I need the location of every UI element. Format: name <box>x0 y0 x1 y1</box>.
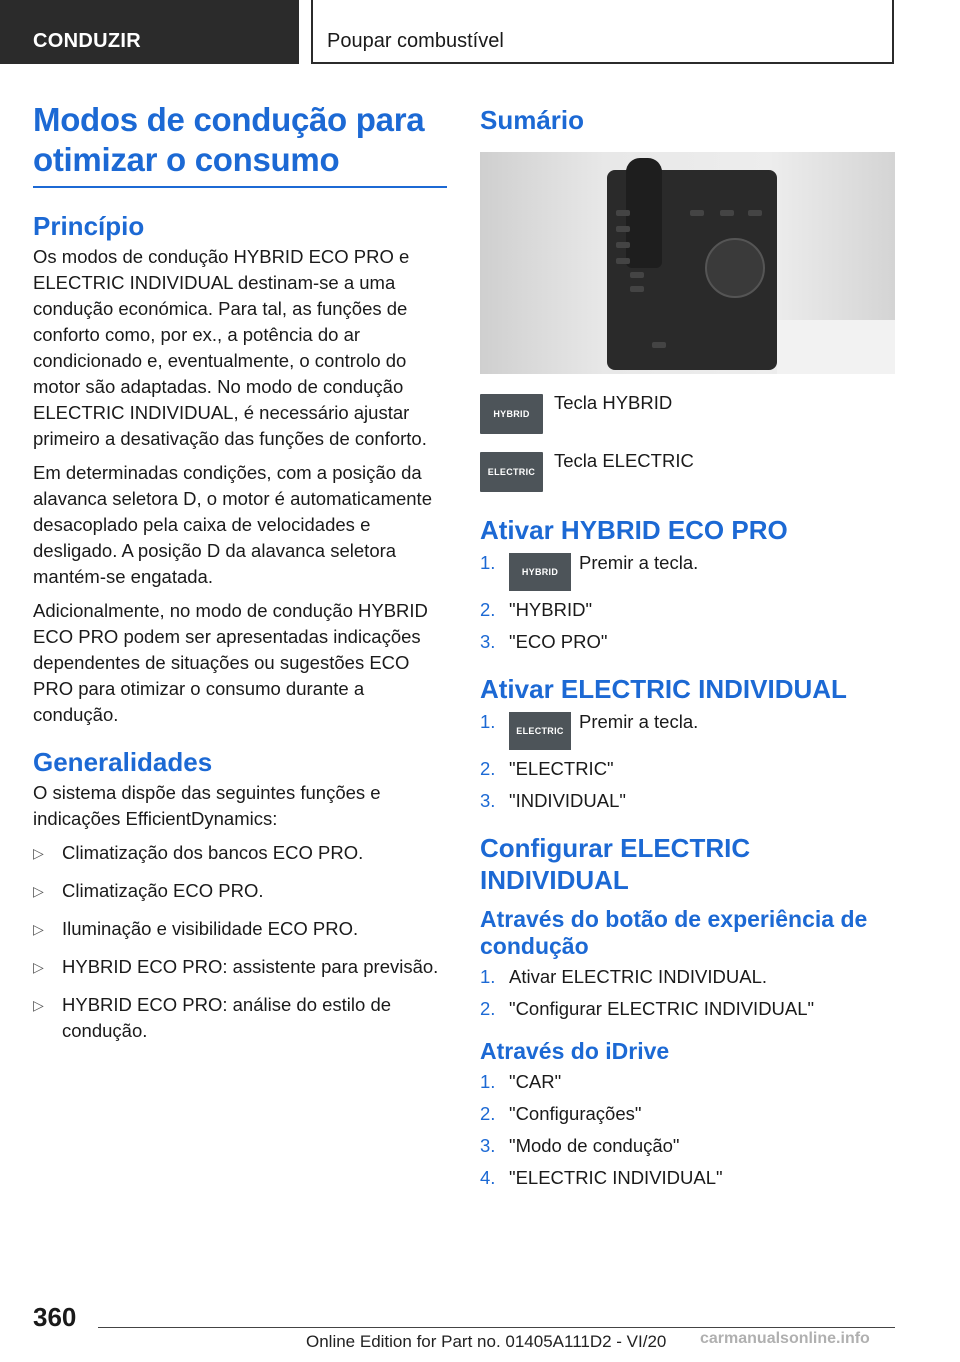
section-config <box>480 832 895 1191</box>
electric-steps <box>480 709 895 814</box>
parking-brake-switch <box>652 342 666 348</box>
console-button <box>630 272 644 278</box>
list-item: ▷ Climatização dos bancos ECO PRO. <box>33 840 447 866</box>
list-item: ▷ HYBRID ECO PRO: assistente para previsão. <box>33 954 447 980</box>
heading-config: Configurar ELECTRIC INDIVIDUAL <box>480 833 751 895</box>
header-topic-label: Poupar combustível <box>327 30 504 52</box>
generalidades-intro: O sistema dispõe das seguintes funções e indicações EfficientDynamics: <box>33 782 381 829</box>
triangle-bullet-icon: ▷ <box>33 997 44 1013</box>
console-button <box>690 210 704 216</box>
list-item: 1. Ativar ELECTRIC INDIVIDUAL. <box>480 966 768 987</box>
console-tray <box>777 320 895 374</box>
triangle-bullet-icon: ▷ <box>33 921 44 937</box>
key-description: Tecla ELECTRIC <box>554 450 694 471</box>
watermark: carmanualsonline.info <box>700 1330 870 1347</box>
list-item: 4. "ELECTRIC INDIVIDUAL" <box>480 1167 723 1188</box>
heading-sumario: Sumário <box>480 105 585 135</box>
left-column <box>33 100 447 1056</box>
footer-rule <box>98 1327 895 1328</box>
title-rule <box>33 186 447 188</box>
electric-key-icon: ELECTRIC <box>480 452 543 492</box>
console-button <box>616 210 630 216</box>
via-button-steps <box>480 964 895 1022</box>
console-button <box>616 226 630 232</box>
right-column <box>480 104 895 1197</box>
center-console-photo <box>480 152 895 374</box>
key-row-hybrid <box>480 394 895 434</box>
electric-key-icon: ELECTRIC <box>509 712 571 750</box>
list-item: 3. "ECO PRO" <box>480 631 608 652</box>
principio-paragraph-3: Adicionalmente, no modo de condução HYBRID ECO PRO podem ser apresentadas indicações dependentes de situações ou sugestões ECO PRO para otimizar o consumo durante a condução. <box>33 600 428 725</box>
triangle-bullet-icon: ▷ <box>33 883 44 899</box>
list-item: 3. "INDIVIDUAL" <box>480 790 626 811</box>
heading-electric: Ativar ELECTRIC INDIVIDUAL <box>480 674 847 704</box>
page-title: Modos de condução para otimizar o consumo <box>33 101 425 178</box>
gear-selector-lever <box>626 158 662 268</box>
triangle-bullet-icon: ▷ <box>33 959 44 975</box>
console-button <box>630 286 644 292</box>
header-section-label: CONDUZIR <box>33 30 141 52</box>
heading-via-idrive: Através do iDrive <box>480 1038 670 1064</box>
key-description: Tecla HYBRID <box>554 392 673 413</box>
list-item: 1. ELECTRIC Premir a tecla. <box>480 709 895 750</box>
list-item: 1. "CAR" <box>480 1071 562 1092</box>
heading-principio: Princípio <box>33 211 145 241</box>
section-generalidades <box>33 746 447 1044</box>
hybrid-steps <box>480 550 895 655</box>
via-idrive-steps <box>480 1069 895 1191</box>
console-button <box>616 258 630 264</box>
key-row-electric <box>480 452 895 492</box>
hybrid-key-icon: HYBRID <box>509 553 571 591</box>
list-item: ▷ HYBRID ECO PRO: análise do estilo de condução. <box>33 994 392 1041</box>
console-button <box>616 242 630 248</box>
heading-generalidades: Generalidades <box>33 747 213 777</box>
list-item: ▷ Climatização ECO PRO. <box>33 878 447 904</box>
heading-hybrid: Ativar HYBRID ECO PRO <box>480 515 788 545</box>
list-item: 2. "HYBRID" <box>480 599 593 620</box>
triangle-bullet-icon: ▷ <box>33 845 44 861</box>
principio-paragraph-2: Em determinadas condições, com a posição da alavanca seletora D, o motor é automaticamente desacoplado pela caixa de velocidades e desligado. A posição D da alavanca seletora mantém-se engatada. <box>33 462 432 587</box>
heading-via-button: Através do botão de experiência de condução <box>480 906 868 959</box>
list-item: 2. "Configurar ELECTRIC INDIVIDUAL" <box>480 998 815 1019</box>
list-item: 1. HYBRID Premir a tecla. <box>480 550 895 591</box>
hybrid-key-icon: HYBRID <box>480 394 543 434</box>
header-topic-tab <box>311 0 894 64</box>
list-item: 3. "Modo de condução" <box>480 1135 680 1156</box>
footer-edition: Online Edition for Part no. 01405A111D2 - VI/20 <box>306 1332 667 1351</box>
list-item: ▷ Iluminação e visibilidade ECO PRO. <box>33 916 447 942</box>
section-hybrid <box>480 514 895 655</box>
generalidades-list <box>33 840 447 1044</box>
section-electric <box>480 673 895 814</box>
list-item: 2. "Configurações" <box>480 1103 642 1124</box>
console-button <box>748 210 762 216</box>
console-button <box>720 210 734 216</box>
principio-paragraph-1: Os modos de condução HYBRID ECO PRO e ELECTRIC INDIVIDUAL destinam-se a uma condução económica. Para tal, as funções de conforto como, por ex., a potência do ar condicionado e, eventualmente, o controlo do motor são adaptadas. No modo de condução ELECTRIC INDIVIDUAL, é necessário ajustar primeiro a desativação das funções de conforto. <box>33 246 427 449</box>
header-section-tab <box>0 0 299 64</box>
idrive-controller <box>705 238 765 298</box>
page-number: 360 <box>33 1302 77 1332</box>
list-item: 2. "ELECTRIC" <box>480 758 614 779</box>
